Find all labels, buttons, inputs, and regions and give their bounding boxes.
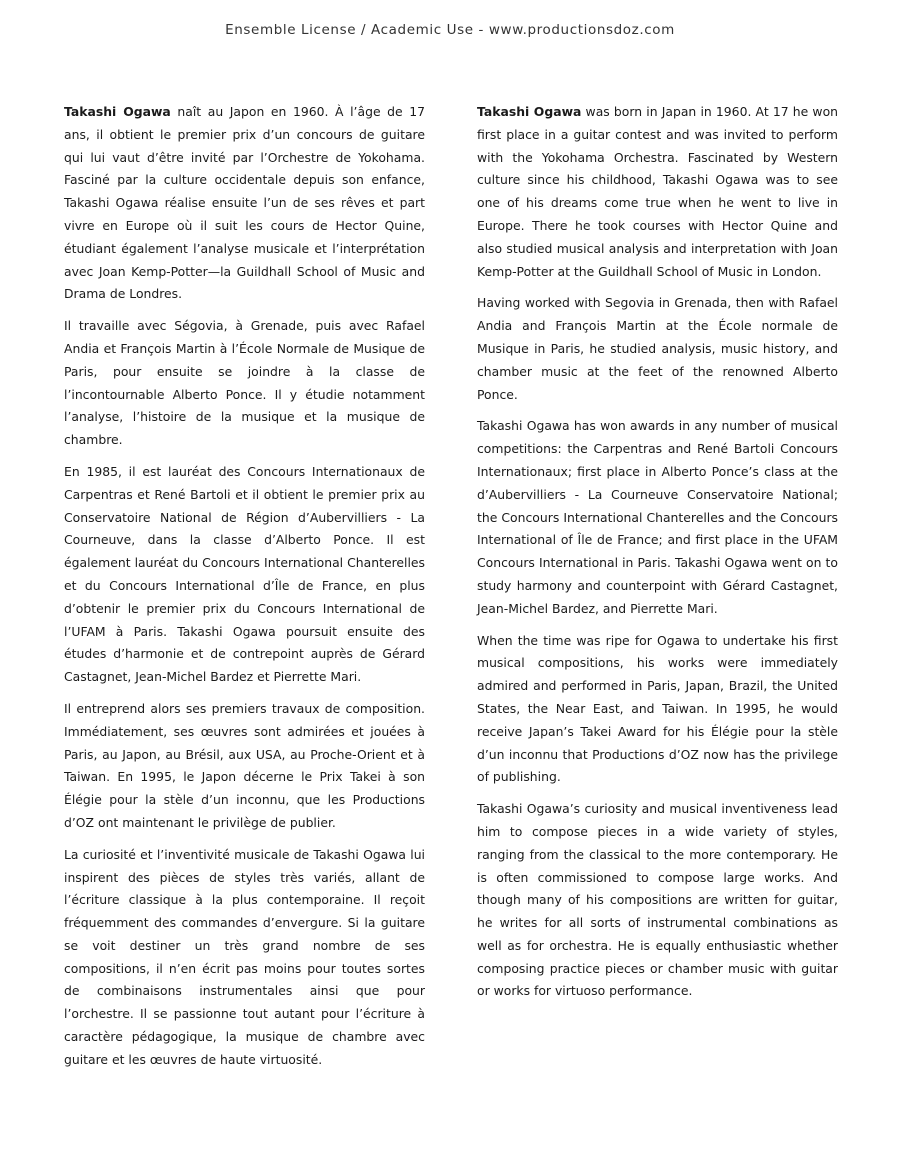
page-header: Ensemble License / Academic Use - www.productionsdoz.com xyxy=(225,22,675,38)
french-paragraph-3 xyxy=(64,461,425,689)
paragraph-text: Takashi Ogawa has won awards in any number of musical competitions: the Carpentras and René Bartoli Concours Internationaux; first place in Alberto Ponce’s class at the d’Aubervilliers - La Courneuve Conservatoire National; the Concours International Chanterelles and the Concours International of Île de France; and first place in the UFAM Concours International in Paris. Takashi Ogawa went on to study harmony and counterpoint with Gérard Castagnet, Jean-Michel Bardez, and Pierrette Mari. xyxy=(477,418,838,616)
paragraph-text: Having worked with Segovia in Grenada, then with Rafael Andia and François Martin at the École normale de Musique in Paris, he studied analysis, music history, and chamber music at the feet of the renowned Alberto Ponce. xyxy=(477,295,838,402)
paragraph-text: Il entreprend alors ses premiers travaux de composition. Immédiatement, ses œuvres sont admirées et jouées à Paris, au Japon, au Brésil, aux USA, au Proche-Orient et à Taiwan. En 1995, le Japon décerne le Prix Takei à son Élégie pour la stèle d’un inconnu, que les Productions d’OZ ont maintenant le privilège de publier. xyxy=(64,700,425,830)
french-paragraph-2 xyxy=(64,315,425,452)
artist-name: Takashi Ogawa xyxy=(477,104,582,119)
paragraph-text: En 1985, il est lauréat des Concours Internationaux de Carpentras et René Bartoli et il obtient le premier prix au Conservatoire National de Région d’Aubervilliers - La Courneuve, dans la classe d’Alberto Ponce. Il est également lauréat du Concours International Chanterelles et du Concours International d’Île de France, en plus d’obtenir le premier prix du Concours International de l’UFAM à Paris. Takashi Ogawa poursuit ensuite des études d’harmonie et de contrepoint auprès de Gérard Castagnet, Jean-Michel Bardez et Pierrette Mari. xyxy=(64,463,425,685)
french-paragraph-5 xyxy=(64,844,425,1072)
english-paragraph-5 xyxy=(477,798,838,1003)
paragraph-text: Takashi Ogawa’s curiosity and musical inventiveness lead him to compose pieces in a wide variety of styles, ranging from the classical to the more contemporary. He is often commissioned to compose large works. And though many of his compositions are written for guitar, he writes for all sorts of instrumental combinations as well as for orchestra. He is equally enthusiastic whether composing practice pieces or chamber music with guitar or works for virtuoso performance. xyxy=(477,801,838,999)
paragraph-text: When the time was ripe for Ogawa to undertake his first musical compositions, his works were immediately admired and performed in Paris, Japan, Brazil, the United States, the Near East, and Taiwan. In 1995, he would receive Japan’s Takei Award for his Élégie pour la stèle d’un inconnu that Productions d’OZ now has the privilege of publishing. xyxy=(477,632,838,785)
english-paragraph-2 xyxy=(477,292,838,406)
french-column xyxy=(64,101,425,1081)
paragraph-text: naît au Japon en 1960. À l’âge de 17 ans, il obtient le premier prix d’un concours de guitare qui lui vaut d’être invité par l’Orchestre de Yokohama. Fasciné par la culture occidentale depuis son enfance, Takashi Ogawa réalise ensuite l’un de ses rêves et part vivre en Europe où il suit les cours de Hector Quine, étudiant également l’analyse musicale et l’interprétation avec Joan Kemp-Potter—la Guildhall School of Music and Drama de Londres. xyxy=(64,104,426,302)
french-paragraph-1 xyxy=(64,101,425,306)
english-paragraph-1 xyxy=(477,101,838,283)
paragraph-text: La curiosité et l’inventivité musicale de Takashi Ogawa lui inspirent des pièces de styles très variés, allant de l’écriture classique à la plus contemporaine. Il reçoit fréquemment des commandes d’envergure. Si la guitare se voit destiner un très grand nombre de ses compositions, il n’en écrit pas moins pour toutes sortes de combinaisons instrumentales ainsi que pour l’orchestre. Il se passionne tout autant pour l’écriture à caractère pédagogique, la musique de chambre avec guitare et les œuvres de haute virtuosité. xyxy=(64,846,425,1067)
english-paragraph-4 xyxy=(477,630,838,790)
french-paragraph-4 xyxy=(64,698,425,835)
english-paragraph-3 xyxy=(477,415,838,620)
bio-columns xyxy=(64,101,838,1081)
paragraph-text: was born in Japan in 1960. At 17 he won first place in a guitar contest and was invited to perform with the Yokohama Orchestra. Fascinated by Western culture since his childhood, Takashi Ogawa was to see one of his dreams come true when he went to live in Europe. There he took courses with Hector Quine and also studied musical analysis and interpretation with Joan Kemp-Potter at the Guildhall School of Music in London. xyxy=(477,104,838,279)
artist-name: Takashi Ogawa xyxy=(64,104,171,119)
paragraph-text: Il travaille avec Ségovia, à Grenade, puis avec Rafael Andia et François Martin à l’École Normale de Musique de Paris, pour ensuite se joindre à la classe de l’incontournable Alberto Ponce. Il y étudie notamment l’analyse, l’histoire de la musique et la musique de chambre. xyxy=(64,318,425,448)
english-column xyxy=(477,101,838,1081)
